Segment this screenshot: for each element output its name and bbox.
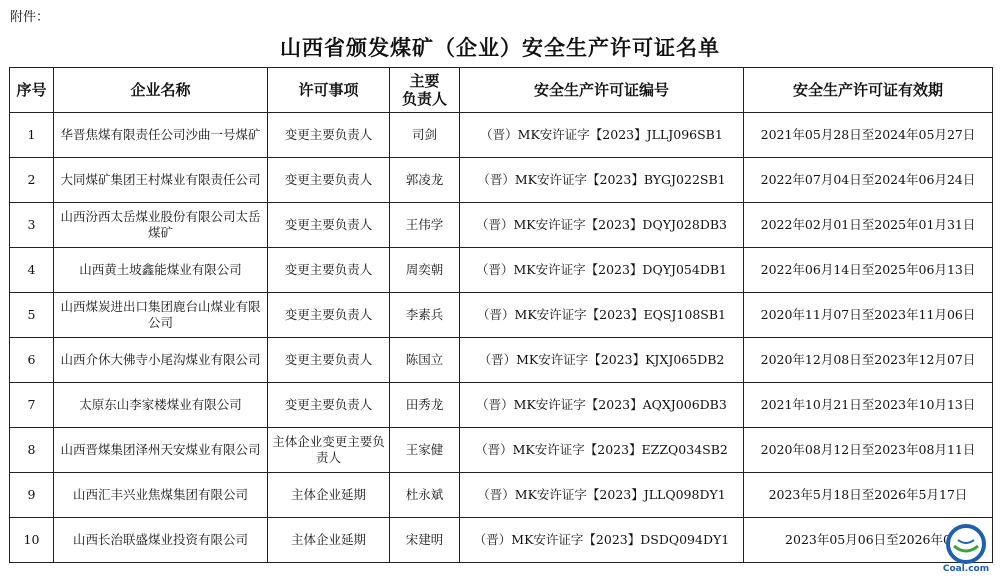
table-row (10, 203, 993, 248)
cell-index: 3 (10, 203, 54, 248)
cell-permit-no: （晋）MK安许证字【2023】JLLQ098DY1 (460, 473, 744, 518)
cell-validity: 2022年02月01日至2025年01月31日 (744, 203, 993, 248)
cell-company: 山西长治联盛煤业投资有限公司 (54, 518, 268, 563)
cell-index: 5 (10, 293, 54, 338)
cell-person: 宋建明 (390, 518, 460, 563)
cell-item: 变更主要负责人 (268, 158, 390, 203)
cell-company: 山西晋煤集团泽州天安煤业有限公司 (54, 428, 268, 473)
cell-index: 8 (10, 428, 54, 473)
cell-permit-no: （晋）MK安许证字【2023】AQXJ006DB3 (460, 383, 744, 428)
cell-company: 山西介休大佛寺小尾沟煤业有限公司 (54, 338, 268, 383)
cell-permit-no: （晋）MK安许证字【2023】DSDQ094DY1 (460, 518, 744, 563)
watermark-logo (940, 522, 992, 574)
header-item: 许可事项 (268, 68, 390, 113)
cell-validity: 2021年05月28日至2024年05月27日 (744, 113, 993, 158)
header-person: 主要 负责人 (390, 68, 460, 113)
cell-permit-no: （晋）MK安许证字【2023】BYGJ022SB1 (460, 158, 744, 203)
cell-item: 变更主要负责人 (268, 293, 390, 338)
cell-item: 主体企业延期 (268, 518, 390, 563)
cell-company: 山西煤炭进出口集团鹿台山煤业有限公司 (54, 293, 268, 338)
cell-validity: 2020年08月12日至2023年08月11日 (744, 428, 993, 473)
header-permit-no: 安全生产许可证编号 (460, 68, 744, 113)
cell-validity: 2022年07月04日至2024年06月24日 (744, 158, 993, 203)
cell-index: 2 (10, 158, 54, 203)
cell-permit-no: （晋）MK安许证字【2023】EQSJ108SB1 (460, 293, 744, 338)
cell-permit-no: （晋）MK安许证字【2023】DQYJ028DB3 (460, 203, 744, 248)
cell-person: 王家健 (390, 428, 460, 473)
cell-company: 华晋焦煤有限责任公司沙曲一号煤矿 (54, 113, 268, 158)
cell-person: 司剑 (390, 113, 460, 158)
cell-index: 1 (10, 113, 54, 158)
cell-index: 6 (10, 338, 54, 383)
table-header-row (10, 68, 993, 113)
cell-validity: 2020年11月07日至2023年11月06日 (744, 293, 993, 338)
cell-person: 田秀龙 (390, 383, 460, 428)
cell-validity: 2022年06月14日至2025年06月13日 (744, 248, 993, 293)
cell-validity: 2021年10月21日至2023年10月13日 (744, 383, 993, 428)
cell-permit-no: （晋）MK安许证字【2023】JLLJ096SB1 (460, 113, 744, 158)
cell-person: 周奕朝 (390, 248, 460, 293)
table-row (10, 158, 993, 203)
cell-item: 变更主要负责人 (268, 338, 390, 383)
page-title: 山西省颁发煤矿（企业）安全生产许可证名单 (280, 36, 720, 60)
cell-person: 郭凌龙 (390, 158, 460, 203)
table-row (10, 383, 993, 428)
cell-item: 主体企业延期 (268, 473, 390, 518)
cell-company: 太原东山李家楼煤业有限公司 (54, 383, 268, 428)
cell-company: 山西汾西太岳煤业股份有限公司太岳煤矿 (54, 203, 268, 248)
cell-company: 山西汇丰兴业焦煤集团有限公司 (54, 473, 268, 518)
cell-company: 山西黄土坡鑫能煤业有限公司 (54, 248, 268, 293)
cell-item: 变更主要负责人 (268, 248, 390, 293)
cell-item: 变更主要负责人 (268, 203, 390, 248)
header-validity: 安全生产许可证有效期 (744, 68, 993, 113)
cell-person: 李素兵 (390, 293, 460, 338)
cell-index: 10 (10, 518, 54, 563)
table-row (10, 338, 993, 383)
cell-index: 9 (10, 473, 54, 518)
header-company: 企业名称 (54, 68, 268, 113)
cell-validity: 2020年12月08日至2023年12月07日 (744, 338, 993, 383)
cell-item: 主体企业变更主要负责人 (268, 428, 390, 473)
cell-index: 4 (10, 248, 54, 293)
table-row (10, 293, 993, 338)
cell-item: 变更主要负责人 (268, 383, 390, 428)
table-row (10, 518, 993, 563)
permit-table (9, 67, 993, 563)
cell-validity: 2023年5月18日至2026年5月17日 (744, 473, 993, 518)
cell-validity: 2023年05月06日至2026年0 (744, 518, 993, 563)
cell-person: 杜永斌 (390, 473, 460, 518)
header-index: 序号 (10, 68, 54, 113)
cell-permit-no: （晋）MK安许证字【2023】DQYJ054DB1 (460, 248, 744, 293)
cell-permit-no: （晋）MK安许证字【2023】EZZQ034SB2 (460, 428, 744, 473)
table-row (10, 113, 993, 158)
cell-company: 大同煤矿集团王村煤业有限责任公司 (54, 158, 268, 203)
attachment-label: 附件： (10, 10, 50, 25)
watermark-text: Coal.com (942, 564, 990, 574)
cell-item: 变更主要负责人 (268, 113, 390, 158)
table-row (10, 473, 993, 518)
table-row (10, 428, 993, 473)
cell-person: 王伟学 (390, 203, 460, 248)
table-row (10, 248, 993, 293)
cell-index: 7 (10, 383, 54, 428)
cell-person: 陈国立 (390, 338, 460, 383)
cell-permit-no: （晋）MK安许证字【2023】KJXJ065DB2 (460, 338, 744, 383)
